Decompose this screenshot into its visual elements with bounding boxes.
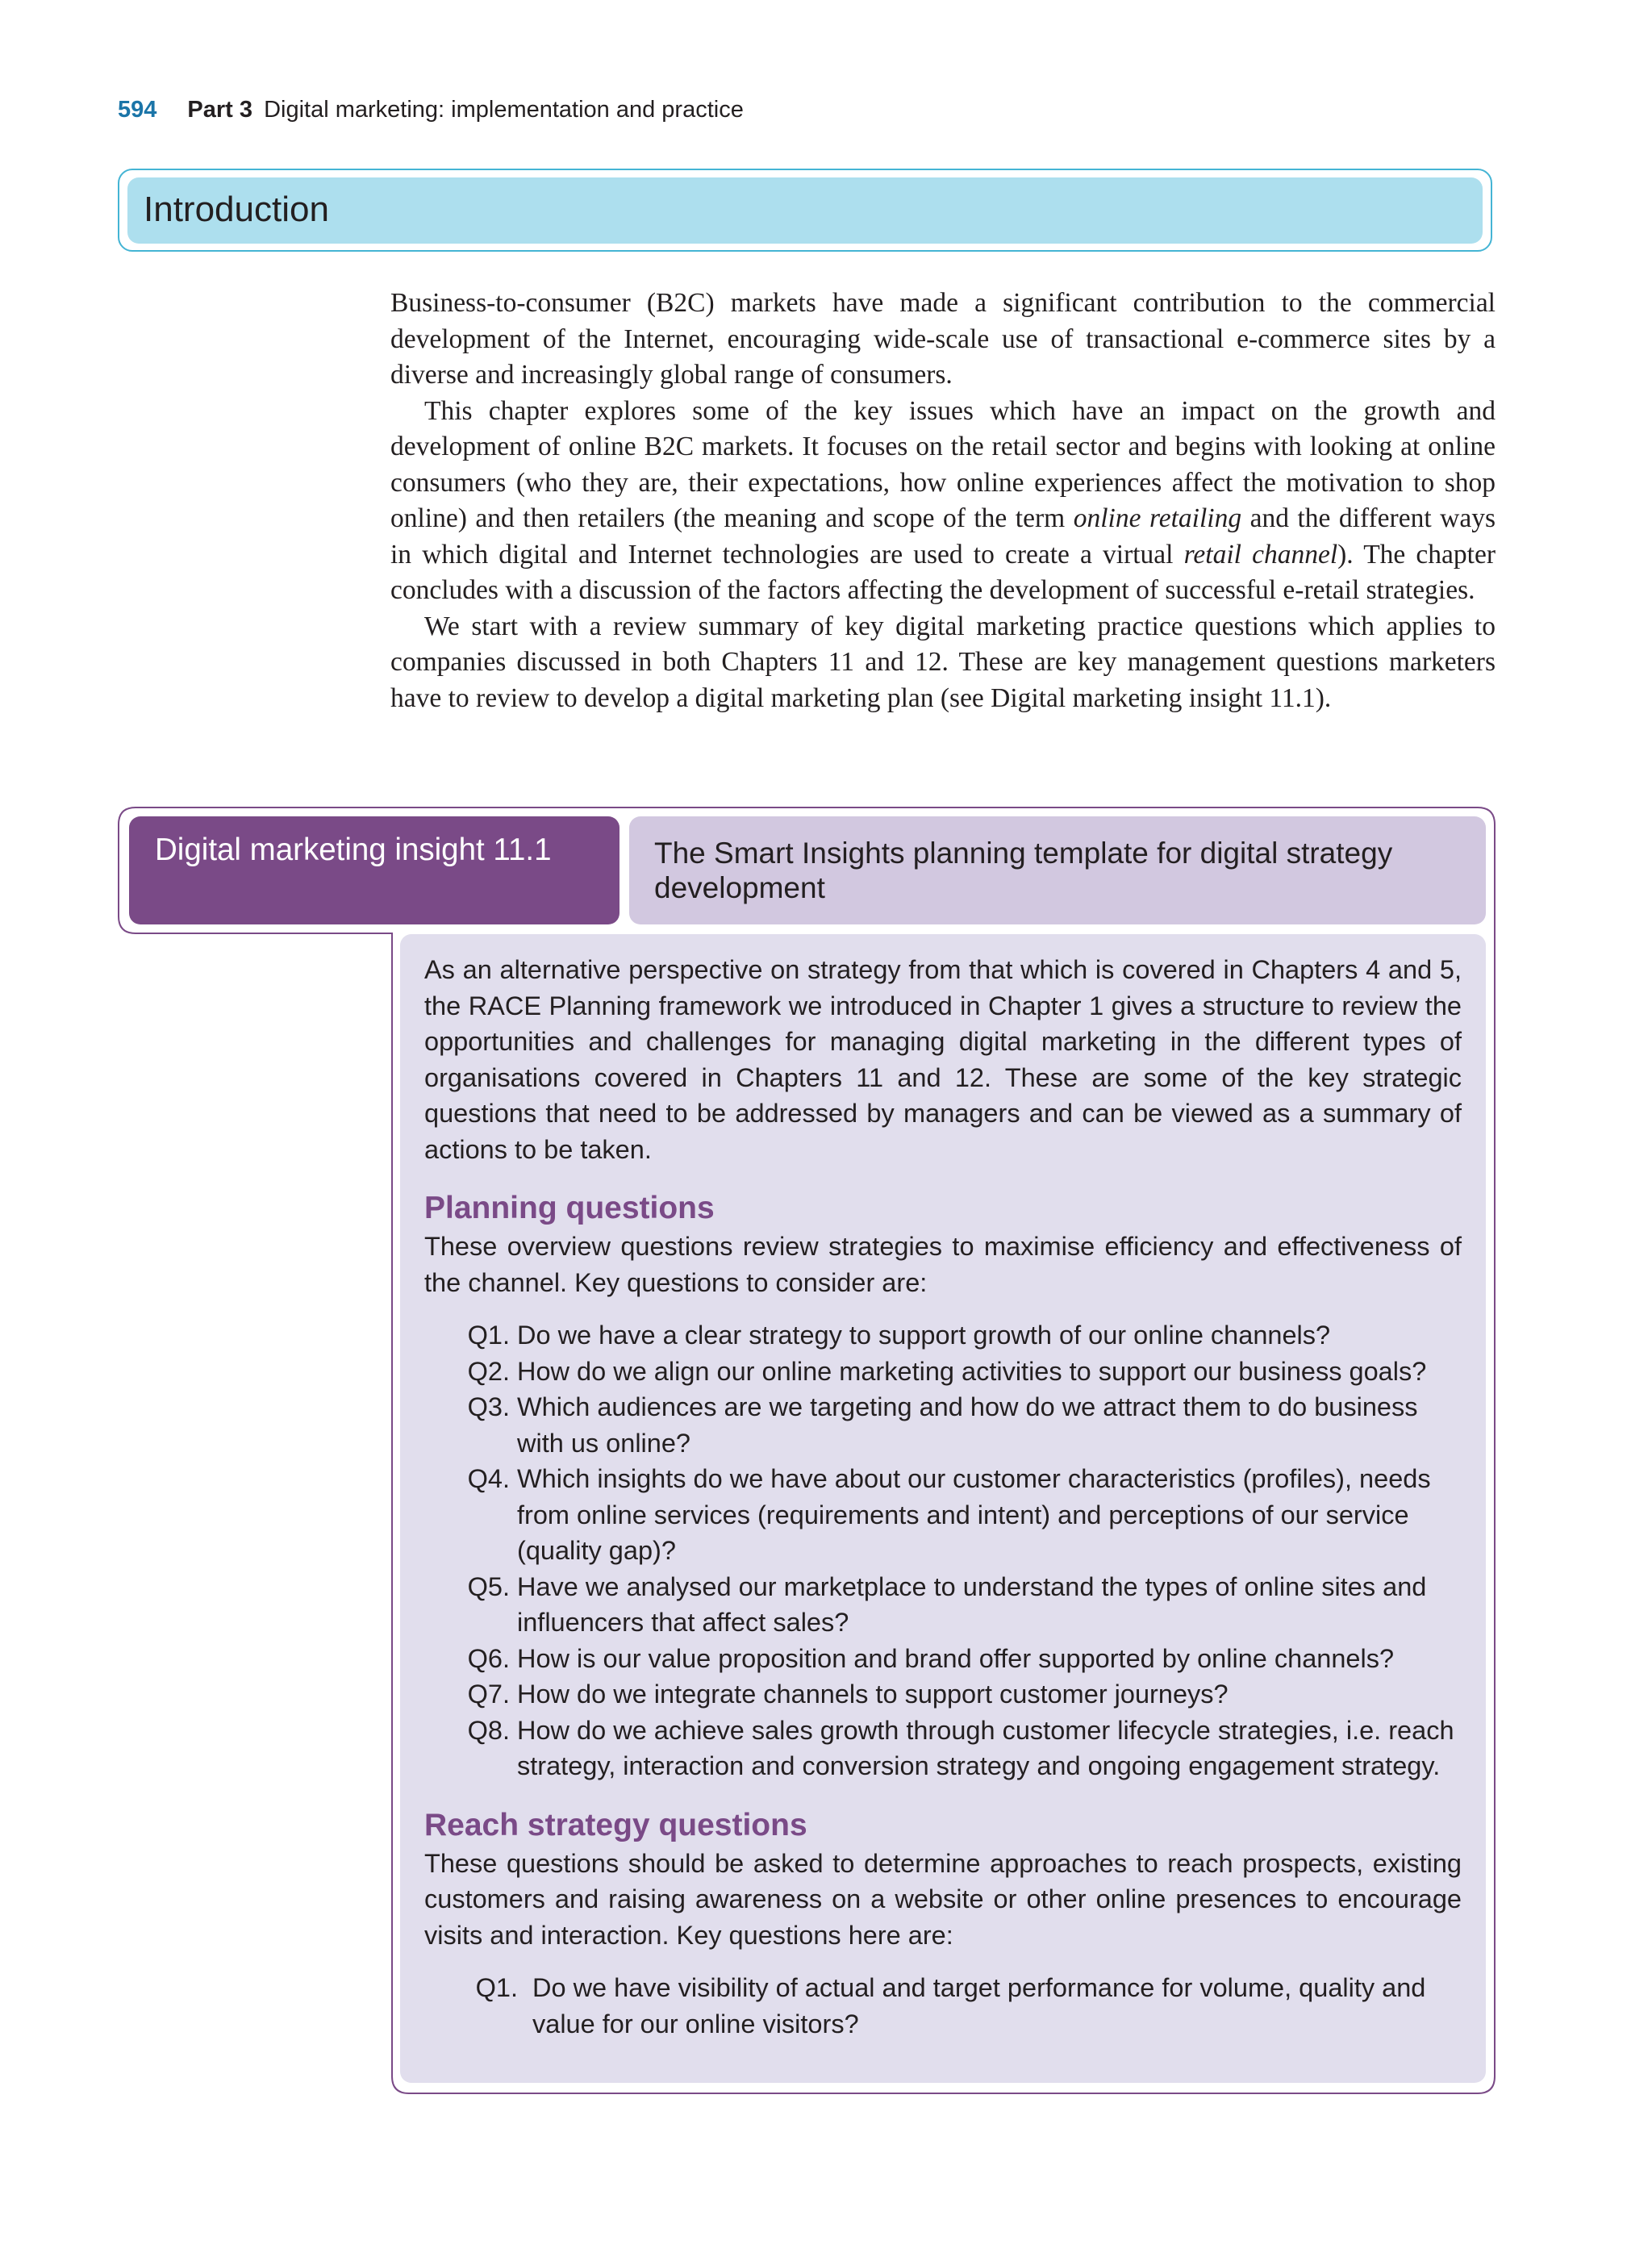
list-item: Q1. Do we have visibility of actual and target performance for volume, quality and value for our online visitors? — [475, 1973, 1426, 2038]
term-retail-channel: retail channel — [1183, 539, 1338, 570]
introduction-heading-bar — [127, 177, 1483, 244]
page-number: 594 — [118, 97, 157, 123]
list-item: Q5. Have we analysed our marketplace to understand the types of online sites and influencers that affect sales? — [467, 1571, 1427, 1637]
introduction-heading: Introduction — [144, 190, 329, 229]
insight-content — [424, 952, 1462, 2042]
planning-questions-heading: Planning questions — [424, 1191, 715, 1225]
list-item: Q6. How is our value proposition and brand offer supported by online channels? — [467, 1643, 1395, 1673]
planning-questions-intro: These overview questions review strategies to maximise efficiency and effectiveness of the channel. Key questions to consider are: — [424, 1232, 1462, 1297]
list-item: Q1. Do we have a clear strategy to support growth of our online channels? — [467, 1321, 1331, 1350]
insight-title: The Smart Insights planning template for digital strategy development — [654, 837, 1393, 904]
reach-strategy-questions-intro: These questions should be asked to determine approaches to reach prospects, existing customers and raising awareness on a website or other online presences to encourage visits and interaction. Key questions here are: — [424, 1848, 1462, 1950]
part-title: Digital marketing: implementation and practice — [264, 97, 744, 123]
intro-paragraph-3: We start with a review summary of key digital marketing practice questions which applies to companies discussed in both Chapters 11 and 12. These are key management questions marketers have to review to develop a digital marketing plan (see Digital marketing insight 11.1). — [390, 611, 1496, 713]
introduction-body — [390, 286, 1496, 716]
list-item: Q8. How do we achieve sales growth through customer lifecycle strategies, i.e. reach strategy, interaction and conversion strategy and ongoing engagement strategy. — [467, 1715, 1454, 1780]
list-item: Q7. How do we integrate channels to support customer journeys? — [467, 1680, 1229, 1709]
part-label: Part 3 — [187, 97, 252, 123]
planning-questions-list — [424, 1317, 1462, 1784]
reach-strategy-questions-heading: Reach strategy questions — [424, 1807, 807, 1842]
insight-intro: As an alternative perspective on strategy from that which is covered in Chapters 4 and 5, the RACE Planning framework we introduced in Chapter 1 gives a structure to review the opportunities and challenges for managing digital marketing in the different types of organisations covered in Chapters 11 and 12. These are some of the key strategic questions that need to be addressed by managers and can be viewed as a summary of actions to be taken. — [424, 955, 1462, 1164]
insight-label: Digital marketing insight 11.1 — [155, 832, 552, 867]
intro-paragraph-1: Business-to-consumer (B2C) markets have made a significant contribution to the commercial development of the Internet, encouraging wide-scale use of transactional e-commerce sites by a diverse and increasingly global range of consumers. — [390, 288, 1496, 390]
list-item: Q4. Which insights do we have about our customer characteristics (profiles), needs from online services (requirements and intent) and perceptions of our service (quality gap)? — [467, 1464, 1431, 1565]
reach-strategy-questions-list — [424, 1970, 1462, 2042]
term-online-retailing: online retailing — [1073, 503, 1242, 533]
list-item: Q3. Which audiences are we targeting and how do we attract them to do business with us online? — [467, 1392, 1418, 1458]
intro-paragraph-2: This chapter explores some of the key issues which have an impact on the growth and development of online B2C markets. It focuses on the retail sector and begins with looking at online consumers (who they are, their expectations, how online experiences affect the motivation to shop online) and then retailers (the meaning and scope of the term online retailing and the different ways in which digital and Internet technologies are used to create a virtual retail channel). The chapter concludes with a discussion of the factors affecting the development of successful e-retail strategies. — [390, 395, 1496, 605]
running-head — [118, 95, 744, 124]
list-item: Q2. How do we align our online marketing activities to support our business goals? — [467, 1356, 1427, 1386]
